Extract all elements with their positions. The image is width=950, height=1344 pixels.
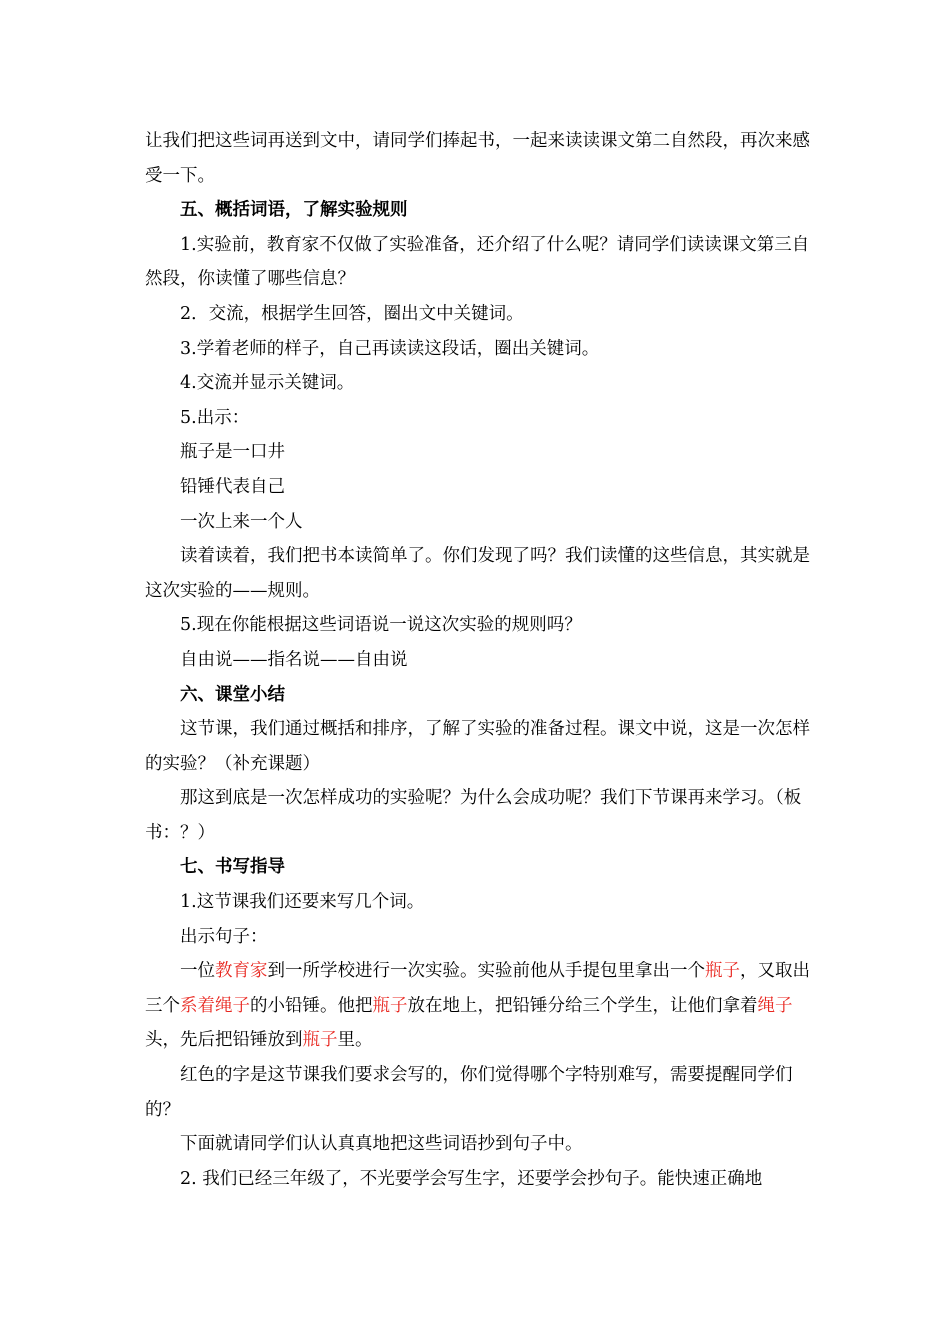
paragraph: 那这到底是一次怎样成功的实验呢？为什么会成功呢？我们下节课再来学习。（板书：？）: [145, 788, 802, 843]
sentence-segment: 放在地上，把铅锤分给三个学生，让他们拿着: [407, 995, 758, 1016]
paragraph: 3.学着老师的样子，自己再读读这段话，圈出关键词。: [180, 338, 600, 359]
keyword-line: 一次上来一个人: [180, 511, 303, 532]
paragraph: 5.现在你能根据这些词语说一说这次实验的规则吗？: [180, 615, 582, 636]
section-heading-6: 六、课堂小结: [180, 684, 285, 705]
red-word: 教育家: [215, 961, 268, 982]
sentence-segment: 的小铅锤。他把: [250, 995, 373, 1016]
red-word: 瓶子: [302, 1030, 338, 1051]
keyword-line: 铅锤代表自己: [180, 476, 285, 497]
red-word: 瓶子: [372, 995, 408, 1016]
section-heading-5: 五、概括词语，了解实验规则: [180, 200, 408, 221]
paragraph: 1.这节课我们还要来写几个词。: [180, 892, 425, 913]
paragraph: 读着读着，我们把书本读简单了。你们发现了吗？我们读懂的这些信息，其实就是这次实验的——规则。: [145, 546, 810, 601]
red-word: 瓶子: [705, 961, 740, 982]
red-word: 系着绳子: [180, 995, 250, 1016]
example-sentence: [145, 954, 810, 1058]
paragraph: 4.交流并显示关键词。: [180, 373, 355, 394]
sentence-segment: 到一所学校进行一次实验。实验前他从手提包里拿出一个: [267, 961, 705, 982]
paragraph: 2. 我们已经三年级了，不光要学会写生字，还要学会抄句子。能快速正确地: [180, 1168, 763, 1189]
paragraph: 下面就请同学们认认真真地把这些词语抄到句子中。: [180, 1134, 583, 1155]
keyword-line: 瓶子是一口井: [180, 442, 285, 463]
sentence-segment: ，又取出三个: [145, 961, 810, 1016]
red-word: 绳子: [757, 995, 793, 1016]
sentence-segment: 一位: [180, 961, 215, 982]
document-body: [145, 124, 810, 1196]
sentence-segment: 里。: [337, 1030, 373, 1051]
paragraph: 2．交流，根据学生回答，圈出文中关键词。: [180, 303, 524, 324]
paragraph: 红色的字是这节课我们要求会写的，你们觉得哪个字特别难写，需要提醒同学们的？: [145, 1065, 793, 1120]
section-heading-7: 七、书写指导: [180, 857, 285, 878]
paragraph: 5.出示：: [180, 407, 250, 428]
paragraph: 出示句子：: [180, 926, 268, 947]
paragraph: 自由说——指名说——自由说: [180, 649, 408, 670]
sentence-segment: 头，先后把铅锤放到: [145, 1030, 303, 1051]
paragraph-intro: 让我们把这些词再送到文中，请同学们捧起书，一起来读读课文第二自然段，再次来感受一下。: [145, 131, 810, 186]
paragraph: 这节课，我们通过概括和排序，了解了实验的准备过程。课文中说，这是一次怎样的实验？（补充课题）: [145, 719, 810, 774]
paragraph: 1.实验前，教育家不仅做了实验准备，还介绍了什么呢？请同学们读读课文第三自然段，你读懂了哪些信息？: [145, 234, 810, 290]
